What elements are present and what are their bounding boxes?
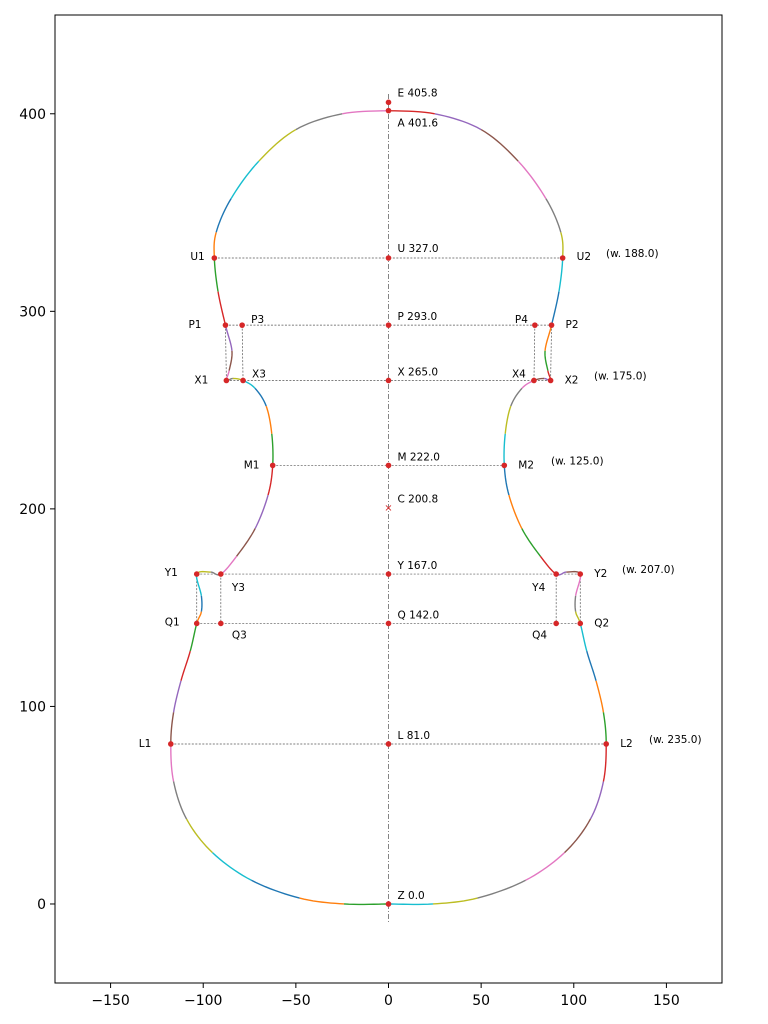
side-label-q4: Q4 [532,629,548,642]
side-point-u2 [560,255,566,261]
center-point-z [386,901,392,907]
x-tick-label--50: −50 [281,993,311,1009]
center-point-a [386,108,392,114]
side-point-y2 [577,571,583,577]
side-label-x2: X2 [564,374,579,387]
side-point-u1 [212,255,218,261]
center-label-z: Z 0.0 [397,889,425,902]
side-label-y4: Y4 [532,582,546,595]
side-label-q2: Q2 [594,617,610,630]
side-point-y3 [218,571,224,577]
width-label-265: (w. 175.0) [594,370,647,383]
side-label-l2: L2 [620,737,633,750]
outline-right-segment [575,596,576,612]
side-point-x4 [531,378,537,384]
side-label-y3: Y3 [231,582,245,595]
side-label-q1: Q1 [164,616,180,629]
side-point-l1 [168,741,174,747]
side-label-u2: U2 [576,250,592,263]
side-point-p3 [239,322,245,328]
side-point-l2 [603,741,609,747]
side-label-y2: Y2 [594,568,608,581]
center-point-q [386,621,392,627]
width-label-167: (w. 207.0) [622,564,675,577]
center-point-l [386,741,392,747]
center-label-u: U 327.0 [397,242,439,255]
x-tick-label-0: 0 [384,993,393,1009]
side-label-m2: M2 [518,459,535,472]
x-tick-label-150: 150 [653,993,680,1009]
side-point-m1 [270,463,276,469]
side-label-y1: Y1 [164,567,178,580]
side-point-x1 [224,378,230,384]
center-point-p [386,322,392,328]
center-point-u [386,255,392,261]
outline-left-segment [201,596,202,612]
side-point-q2 [577,621,583,627]
side-label-x3: X3 [252,368,266,381]
center-label-p: P 293.0 [397,311,438,324]
side-label-m1: M1 [243,459,260,472]
y-tick-label-0: 0 [37,896,46,913]
side-point-y4 [553,571,559,577]
center-point-m [386,463,392,469]
side-label-p1: P1 [188,319,202,332]
side-label-p2: P2 [565,319,579,332]
y-tick-label-400: 400 [19,106,46,123]
side-point-q4 [553,621,559,627]
center-label-y: Y 167.0 [397,560,438,573]
side-point-y1 [194,571,200,577]
side-label-p4: P4 [514,314,528,327]
center-label-m: M 222.0 [397,451,440,464]
side-label-u1: U1 [190,250,205,263]
center-label-a: A 401.6 [397,117,439,130]
side-point-p4 [532,322,538,328]
center-point-y [386,571,392,577]
side-label-x4: X4 [511,368,526,381]
center-label-e: E 405.8 [397,87,438,100]
x-tick-label-50: 50 [472,993,491,1009]
side-label-l1: L1 [138,737,152,750]
center-point-x [386,378,392,384]
x-tick-label-100: 100 [560,993,588,1009]
center-label-q: Q 142.0 [397,609,440,622]
x-tick-label--100: −100 [183,993,223,1009]
y-tick-label-300: 300 [19,304,46,321]
width-label-327: (w. 188.0) [606,247,659,260]
side-point-q1 [194,621,200,627]
width-label-222: (w. 125.0) [551,455,604,468]
y-tick-label-200: 200 [19,501,46,518]
side-point-p2 [549,322,555,328]
center-label-l: L 81.0 [397,729,431,742]
center-label-x: X 265.0 [397,366,439,379]
width-label-81: (w. 235.0) [649,733,702,746]
side-point-q3 [218,621,224,627]
side-point-x3 [240,378,246,384]
side-point-p1 [223,322,229,328]
y-tick-label-100: 100 [19,699,46,716]
side-point-x2 [548,378,554,384]
center-label-c: C 200.8 [397,493,439,506]
side-label-x1: X1 [194,374,209,387]
side-label-q3: Q3 [231,629,247,642]
center-point-c-marker: × [384,502,393,514]
x-tick-label--150: −150 [91,993,130,1009]
side-label-p3: P3 [251,314,265,327]
side-point-m2 [501,463,507,469]
center-point-e [386,100,392,106]
